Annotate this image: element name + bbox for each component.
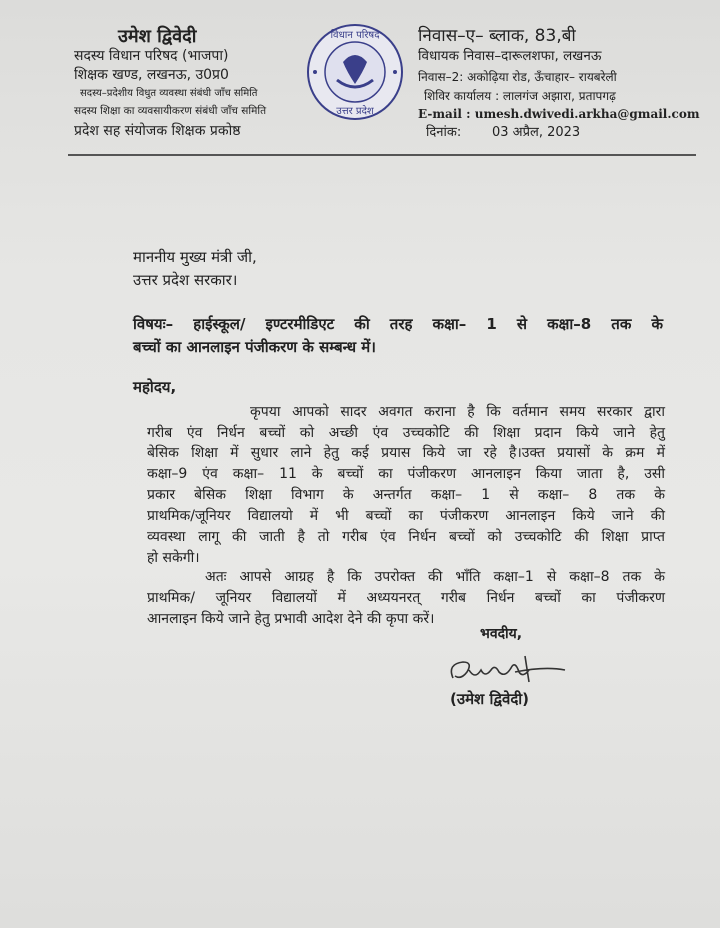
body-line: अतः आपसे आग्रह है कि उपरोक्त की भाँति कक्षा–1 से कक्षा–8 तक के bbox=[205, 569, 665, 585]
residence-address: निवास–ए– ब्लाक, 83,बी bbox=[418, 26, 576, 46]
vidhan-parishad-emblem bbox=[305, 22, 405, 122]
sender-role: प्रदेश सह संयोजक शिक्षक प्रकोष्ठ bbox=[74, 123, 241, 139]
body-line: हो सकेगी। bbox=[147, 550, 200, 566]
body-line: आनलाइन किये जाने हेतु प्रभावी आदेश देने की कृपा करें। bbox=[147, 611, 435, 627]
body-line: कक्षा–9 एंव कक्षा– 11 के बच्चों का पंजीकरण आनलाइन किया जाता है, उसी bbox=[147, 466, 665, 482]
emblem-bottom-text: उत्तर प्रदेश bbox=[336, 106, 374, 117]
sender-committee-2: सदस्य शिक्षा का व्यवसायीकरण संबंधी जाँच समिति bbox=[74, 105, 267, 117]
sign-off: भवदीय, bbox=[480, 626, 523, 642]
addressee-line-1: माननीय मुख्य मंत्री जी, bbox=[133, 248, 257, 266]
sender-committee-1: सदस्य–प्रदेशीय विधुत व्यवस्था संबंधी जाँच समिति bbox=[80, 88, 258, 99]
body-line: प्राथमिक/जूनियर विद्यालयो में भी बच्चों का पंजीकरण आनलाइन किये जाने की bbox=[147, 508, 665, 524]
date-label: दिनांक: bbox=[426, 125, 462, 140]
body-line: व्यवस्था लागू की जाती है तो गरीब एंव निर्धन बच्चों को उच्चकोटि की शिक्षा प्राप्त bbox=[147, 529, 665, 545]
body-line: गरीब एंव निर्धन बच्चों को अच्छी एंव उच्चकोटि की शिक्षा प्रदान किये जाने हेतु bbox=[147, 425, 665, 441]
signatory-name: (उमेश द्विवेदी) bbox=[450, 690, 530, 708]
subject-line-2: बच्चों का आनलाइन पंजीकरण के सम्बन्ध में। bbox=[133, 338, 376, 356]
subject-line-1: विषयः– हाईस्कूल/ इण्टरमीडिएट की तरह कक्षा– 1 से कक्षा–8 तक के bbox=[133, 315, 663, 333]
body-line: प्रकार बेसिक शिक्षा विभाग के अन्तर्गत कक्षा– 1 से कक्षा– 8 तक के bbox=[147, 487, 665, 503]
addressee-line-2: उत्तर प्रदेश सरकार। bbox=[133, 271, 238, 289]
emblem-top-text: विधान परिषद bbox=[330, 30, 380, 41]
camp-office: शिविर कार्यालय : लालगंज अझारा, प्रतापगढ़ bbox=[424, 89, 616, 103]
body-line: बेसिक शिक्षा में सुधार लाने हेतु कई प्रयास किये जा रहे है।उक्त प्रयासों के क्रम में bbox=[147, 445, 665, 461]
residence-2: निवास–2: अकोढ़िया रोड, ऊँचाहार– रायबरेली bbox=[418, 70, 617, 84]
header-divider bbox=[68, 154, 696, 156]
emblem-icon bbox=[305, 22, 405, 122]
sender-name: उमेश द्विवेदी bbox=[118, 26, 197, 47]
salutation: महोदय, bbox=[133, 378, 177, 396]
date: 03 अप्रैल, 2023 bbox=[492, 125, 581, 140]
legislator-residence: विधायक निवास–दारूलशफा, लखनऊ bbox=[418, 48, 602, 64]
body-line: कृपया आपको सादर अवगत कराना है कि वर्तमान समय सरकार द्वारा bbox=[250, 404, 665, 420]
signature bbox=[445, 650, 575, 690]
email: E-mail : umesh.dwivedi.arkha@gmail.com bbox=[418, 107, 700, 121]
sender-designation: सदस्य विधान परिषद (भाजपा) bbox=[74, 48, 229, 64]
body-line: प्राथमिक/ जूनियर विद्यालयों में अध्ययनरत् गरीब निर्धन बच्चों का पंजीकरण bbox=[147, 590, 665, 606]
sender-constituency: शिक्षक खण्ड, लखनऊ, उ0प्र0 bbox=[74, 67, 229, 83]
